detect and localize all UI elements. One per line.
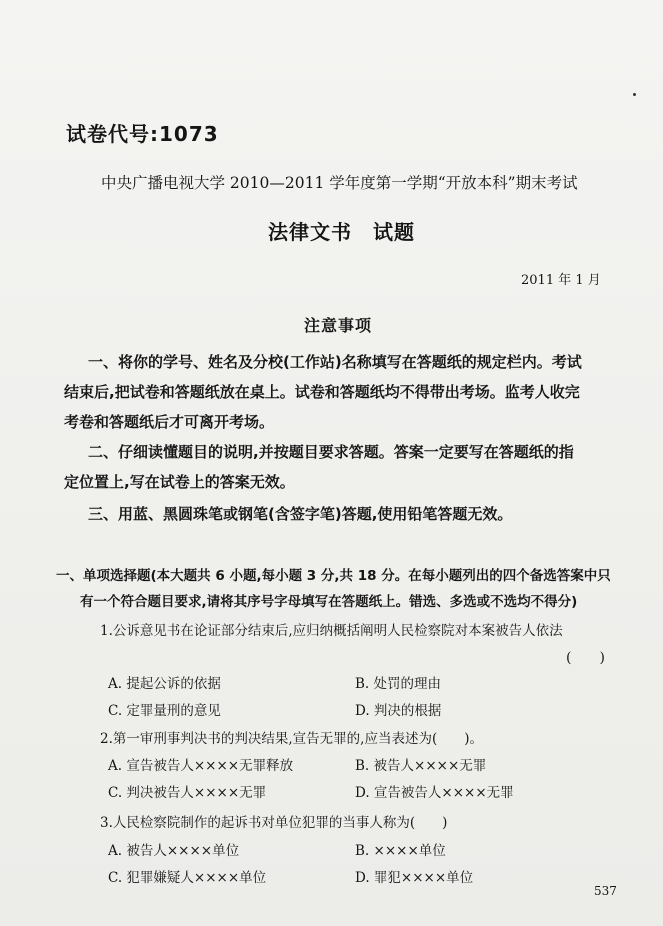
- notice-item-2: [64, 437, 606, 497]
- notice-item-3: [86, 499, 606, 529]
- question-1-option-a: A. 提起公诉的依据: [108, 676, 221, 692]
- page-number: 537: [594, 884, 617, 898]
- question-2-option-b: B. 被告人××××无罪: [355, 758, 487, 774]
- question-2-option-d: D. 宣告被告人××××无罪: [355, 785, 514, 801]
- question-1-answer-paren: ( ): [566, 650, 605, 666]
- question-3-option-c: C. 犯罪嫌疑人××××单位: [108, 870, 267, 886]
- question-3-option-d: D. 罪犯××××单位: [355, 870, 474, 886]
- question-2-option-c: C. 判决被告人××××无罪: [108, 785, 267, 801]
- notice-line: 一、将你的学号、姓名及分校(工作站)名称填写在答题纸的规定栏内。考试: [88, 353, 582, 371]
- notice-line: 考卷和答题纸后才可离开考场。: [64, 413, 275, 431]
- scan-speck: [633, 93, 636, 96]
- question-1-option-d: D. 判决的根据: [355, 703, 442, 719]
- question-2-stem: 2.第一审刑事判决书的判决结果,宣告无罪的,应当表述为( )。: [100, 731, 483, 747]
- section-heading-line: 一、单项选择题(本大题共 6 小题,每小题 3 分,共 18 分。在每小题列出的四个备选答案中只: [56, 568, 611, 584]
- section-1-heading: [56, 563, 626, 615]
- notice-item-1: [64, 347, 606, 437]
- question-1-stem: 1.公诉意见书在论证部分结束后,应归纳概括阐明人民检察院对本案被告人依法: [100, 623, 563, 639]
- question-3-option-a: A. 被告人××××单位: [108, 843, 240, 859]
- exam-heading: 中央广播电视大学 2010—2011 学年度第一学期“开放本科”期末考试: [101, 174, 578, 192]
- question-2-option-a: A. 宣告被告人××××无罪释放: [108, 758, 294, 774]
- exam-title: 法律文书 试题: [268, 220, 415, 244]
- exam-date: 2011 年 1 月: [521, 273, 601, 288]
- notice-line: 三、用蓝、黑圆珠笔或钢笔(含签字笔)答题,使用铅笔答题无效。: [88, 505, 513, 523]
- question-1-option-b: B. 处罚的理由: [355, 676, 442, 692]
- section-heading-line: 有一个符合题目要求,请将其序号字母填写在答题纸上。错选、多选或不选均不得分): [80, 594, 578, 610]
- paper-code: 试卷代号:1073: [66, 122, 219, 146]
- notice-title: 注意事项: [304, 316, 373, 335]
- notice-line: 结束后,把试卷和答题纸放在桌上。试卷和答题纸均不得带出考场。监考人收完: [64, 383, 580, 401]
- question-1-option-c: C. 定罪量刑的意见: [108, 703, 221, 719]
- notice-line: 二、仔细读懂题目的说明,并按题目要求答题。答案一定要写在答题纸的指: [88, 443, 574, 461]
- question-3-stem: 3.人民检察院制作的起诉书对单位犯罪的当事人称为( ): [100, 815, 448, 831]
- question-3-option-b: B. ××××单位: [355, 843, 446, 859]
- notice-line: 定位置上,写在试卷上的答案无效。: [64, 473, 295, 491]
